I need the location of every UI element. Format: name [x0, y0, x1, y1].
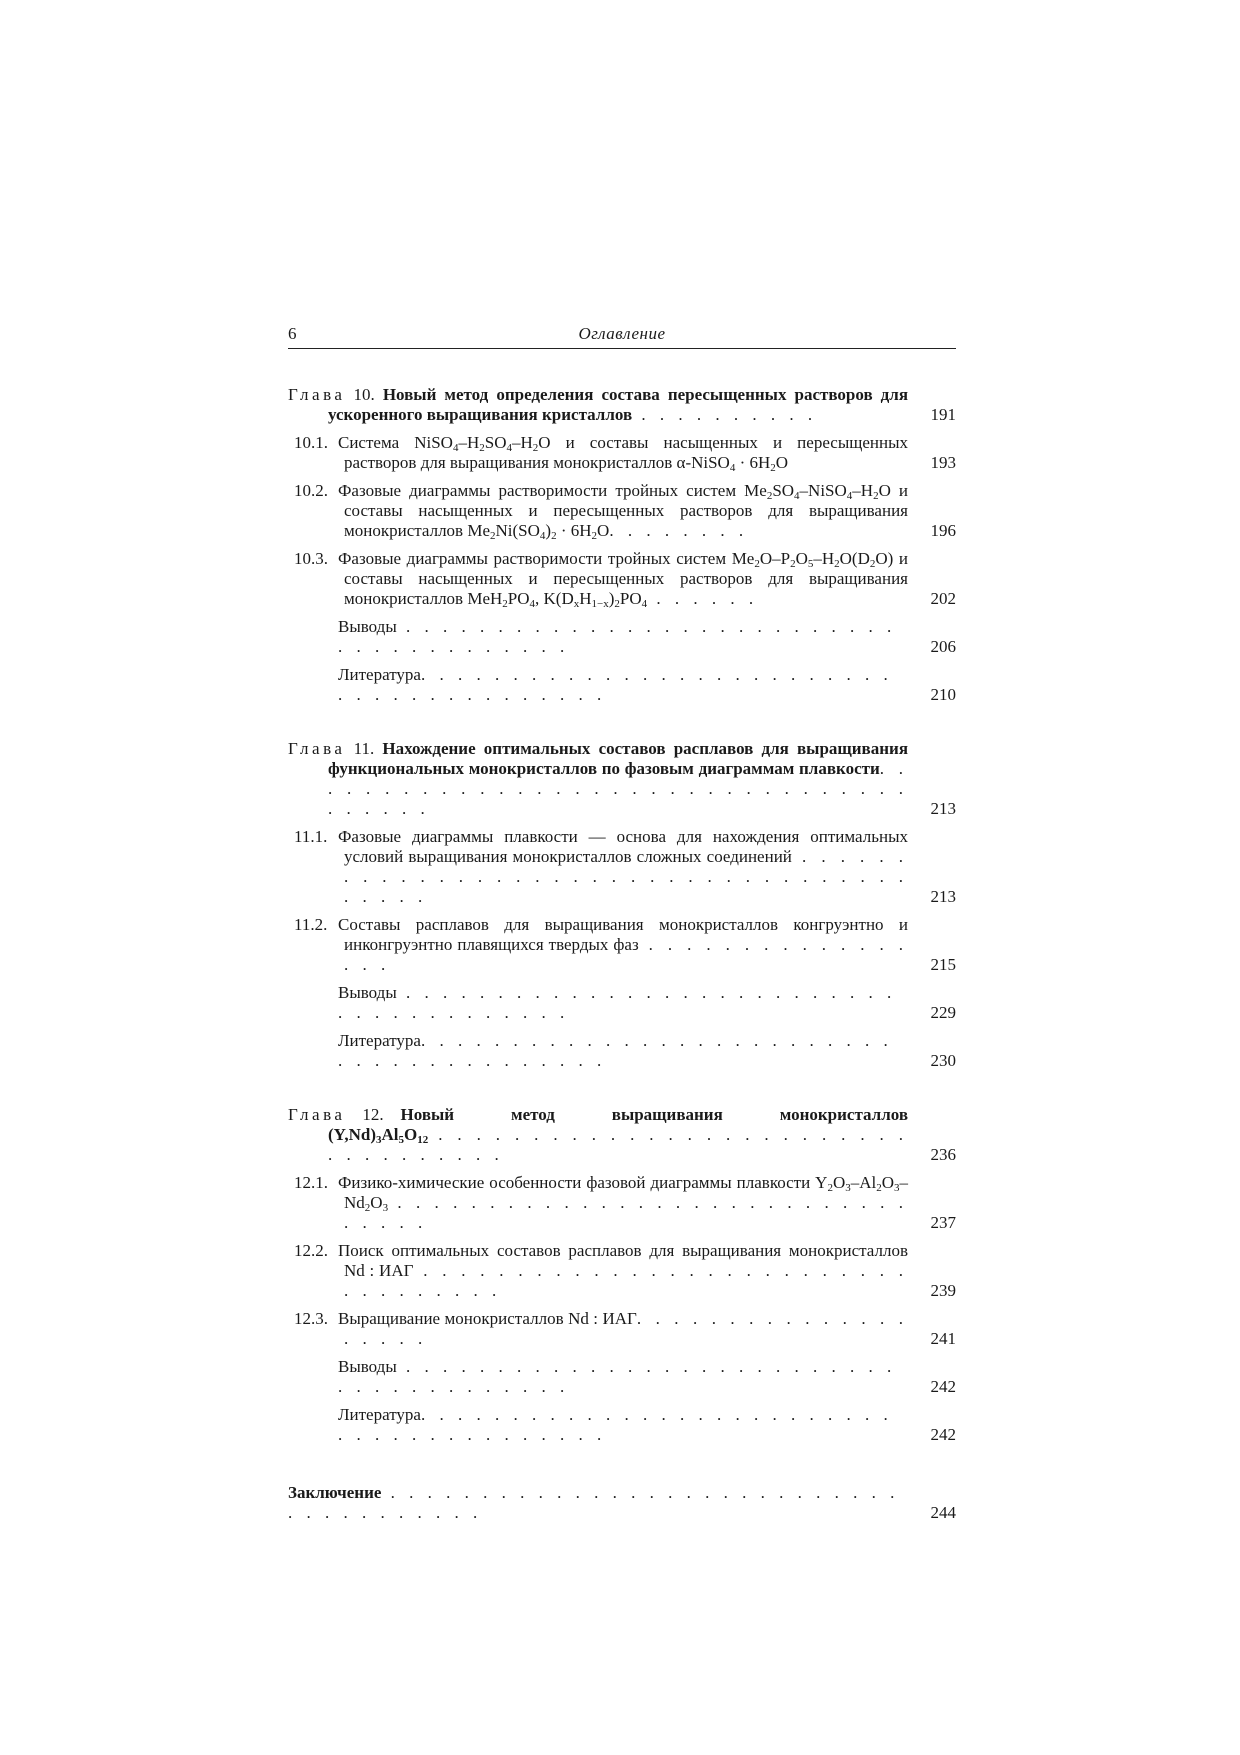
conclusion-entry[interactable]	[288, 1483, 956, 1523]
section-title: Выращивание монокристаллов Nd : ИАГ	[338, 1309, 637, 1328]
section-title: Физико-химические особенности фазовой диаграммы плавкости $Y_2O_3-Al_2O_3-Nd_2O_3$	[338, 1173, 908, 1214]
section-entry-11.2[interactable]	[288, 915, 956, 975]
leader-dots: . . . . . . . . . . . . . . . . . . . . . . . . . . . . . . . . . . . . . . . .	[338, 983, 897, 1022]
running-header	[288, 320, 956, 349]
leader-dots: . . . . . . . . . . . . . . . . . . . . . . . . . . . . . . . . . . . . . . . . .	[344, 847, 908, 906]
chapter-title-entry[interactable]	[288, 739, 956, 819]
section-title: Система $NiSO_4-H_2SO_4-H_2O$ и составы насыщенных и пересыщенных растворов для выращивания монокристаллов α-NiSO$_4$ · $6H_2O$	[338, 433, 909, 474]
literature-page: 210	[930, 685, 956, 704]
leader-dots: . . . . . . . . . . . . . . . . . . . . . . . . . . . . . . . . . . . . . . . . .	[338, 1405, 893, 1444]
leader-dots: . . . . . . . . . .	[632, 405, 818, 424]
literature-page: 242	[930, 1425, 956, 1444]
chapter-title: Новый метод выращивания монокристаллов $(Y,Nd)_3Al_5O_{12}$	[328, 1105, 909, 1146]
chapter-12	[288, 1105, 956, 1445]
section-number: 12.3.	[294, 1309, 328, 1328]
section-entry-12.1[interactable]	[288, 1173, 956, 1233]
section-title: Поиск оптимальных составов расплавов для выращивания монокристаллов Nd : ИАГ	[338, 1241, 908, 1280]
chapter-10	[288, 385, 956, 705]
literature-title: Литература	[338, 1405, 421, 1424]
chapter-title-entry[interactable]	[288, 385, 956, 425]
section-title: Фазовые диаграммы растворимости тройных систем $Me_2O-P_2O_5-H_2O(D_2O)$ и составы насыщенных и пересыщенных растворов для выращивания монокристаллов $MeH_2PO_4$, $K(D_xH_{1-x})_2PO_4$	[338, 549, 908, 610]
leader-dots: . . . . . . . . . . . . . . . . . . . . . . . . . . . . . . . . .	[344, 1193, 908, 1232]
page-number: 6	[288, 324, 297, 343]
section-entry-10.2[interactable]	[288, 481, 956, 541]
section-page: 193	[930, 453, 956, 472]
conclusion-page: 244	[930, 1503, 956, 1522]
section-title: Составы расплавов для выращивания монокристаллов конгруэнтно и инконгруэнтно плавящихся твердых фаз	[338, 915, 908, 954]
literature-page: 230	[930, 1051, 956, 1070]
conclusions-entry[interactable]	[288, 983, 956, 1023]
chapter-page: 213	[930, 799, 956, 818]
leader-dots: . . . . . .	[647, 589, 759, 608]
leader-dots: . . . . . . . . . . . . . . . . . . . . . . . . . . . . . . . . . . . . . . . . .	[338, 665, 893, 704]
section-number: 11.1.	[294, 827, 328, 846]
section-page: 213	[930, 887, 956, 906]
conclusions-page: 206	[930, 637, 956, 656]
literature-title: Литература	[338, 1031, 421, 1050]
leader-dots: . . . . . . . . . . . . . . . . . . . . . . . . . . . . . . . . . . . . . . . .	[338, 617, 897, 656]
leader-dots: . . . . . . . . . . . . . . . . . . . . . . . . . . . . . . . . . . . . . . .	[288, 1483, 900, 1522]
section-entry-11.1[interactable]	[288, 827, 956, 907]
section-title: Фазовые диаграммы плавкости — основа для нахождения оптимальных условий выращивания монокристаллов сложных соединений	[338, 827, 908, 866]
section-page: 215	[930, 955, 956, 974]
chapter-title: Нахождение оптимальных составов расплавов для выращивания функциональных монокристаллов по фазовым диаграммам плавкости	[328, 739, 909, 778]
conclusions-title: Выводы	[338, 983, 397, 1002]
section-entry-10.3[interactable]	[288, 549, 956, 609]
running-title: Оглавление	[578, 324, 666, 343]
conclusions-title: Выводы	[338, 1357, 397, 1376]
section-number: 10.2.	[294, 481, 328, 500]
section-entry-12.2[interactable]	[288, 1241, 956, 1301]
leader-dots: . . . . . . . . . . . . . . . . . . . . . . . . . . . . . . . . . . .	[344, 1261, 909, 1300]
conclusions-page: 242	[930, 1377, 956, 1396]
literature-title: Литература	[338, 665, 421, 684]
conclusions-page: 229	[930, 1003, 956, 1022]
chapter-label: Глава 11.	[288, 739, 375, 758]
literature-entry[interactable]	[288, 1405, 956, 1445]
section-number: 12.2.	[294, 1241, 328, 1260]
section-page: 241	[930, 1329, 956, 1348]
leader-dots: . . . . . . . . . . . . . . . . . . . .	[344, 1309, 908, 1348]
section-entry-10.1[interactable]	[288, 433, 956, 473]
conclusions-title: Выводы	[338, 617, 397, 636]
chapter-label: Глава 10.	[288, 385, 375, 404]
section-title: Фазовые диаграммы растворимости тройных систем $Me_2SO_4-NiSO_4-H_2O$ и составы насыщенных и пересыщенных растворов для выращивания монокристаллов $Me_2Ni(SO_4)_2 \cdot 6H_2O$	[338, 481, 909, 542]
chapter-title: Новый метод определения состава пересыщенных растворов для ускоренного выращивания кристаллов	[328, 385, 909, 424]
toc-page	[288, 320, 956, 1531]
leader-dots: . . . . . . . .	[609, 521, 749, 540]
literature-entry[interactable]	[288, 1031, 956, 1071]
leader-dots: . . . . . . . . . . . . . . . . . . . . . . . . . . . . . . . . . . . . . . . . .	[338, 1031, 893, 1070]
leader-dots: . . . . . . . . . . . . . . . . . . . . . . . . . . . . . . . . . . .	[328, 1125, 908, 1164]
conclusions-entry[interactable]	[288, 617, 956, 657]
chapter-page: 191	[930, 405, 956, 424]
chapter-page: 236	[930, 1145, 956, 1164]
section-page: 237	[930, 1213, 956, 1232]
chapter-11	[288, 739, 956, 1071]
leader-dots: . . . . . . . . . . . . . . . . .	[344, 935, 909, 974]
section-number: 10.1.	[294, 433, 328, 452]
literature-entry[interactable]	[288, 665, 956, 705]
section-entry-12.3[interactable]	[288, 1309, 956, 1349]
section-number: 12.1.	[294, 1173, 328, 1192]
conclusions-entry[interactable]	[288, 1357, 956, 1397]
leader-dots: . . . . . . . . . . . . . . . . . . . . . . . . . . . . . . . . . . . . . . . .	[338, 1357, 897, 1396]
chapter-label: Глава 12.	[288, 1105, 384, 1124]
chapter-title-entry[interactable]	[288, 1105, 956, 1165]
section-number: 10.3.	[294, 549, 328, 568]
leader-dots: . . . . . . . . . . . . . . . . . . . . . . . . . . . . . . . . . . . . . . .	[328, 759, 908, 818]
section-number: 11.2.	[294, 915, 328, 934]
conclusion-title: Заключение	[288, 1483, 382, 1502]
section-page: 239	[930, 1281, 956, 1300]
section-page: 196	[930, 521, 956, 540]
section-page: 202	[930, 589, 956, 608]
